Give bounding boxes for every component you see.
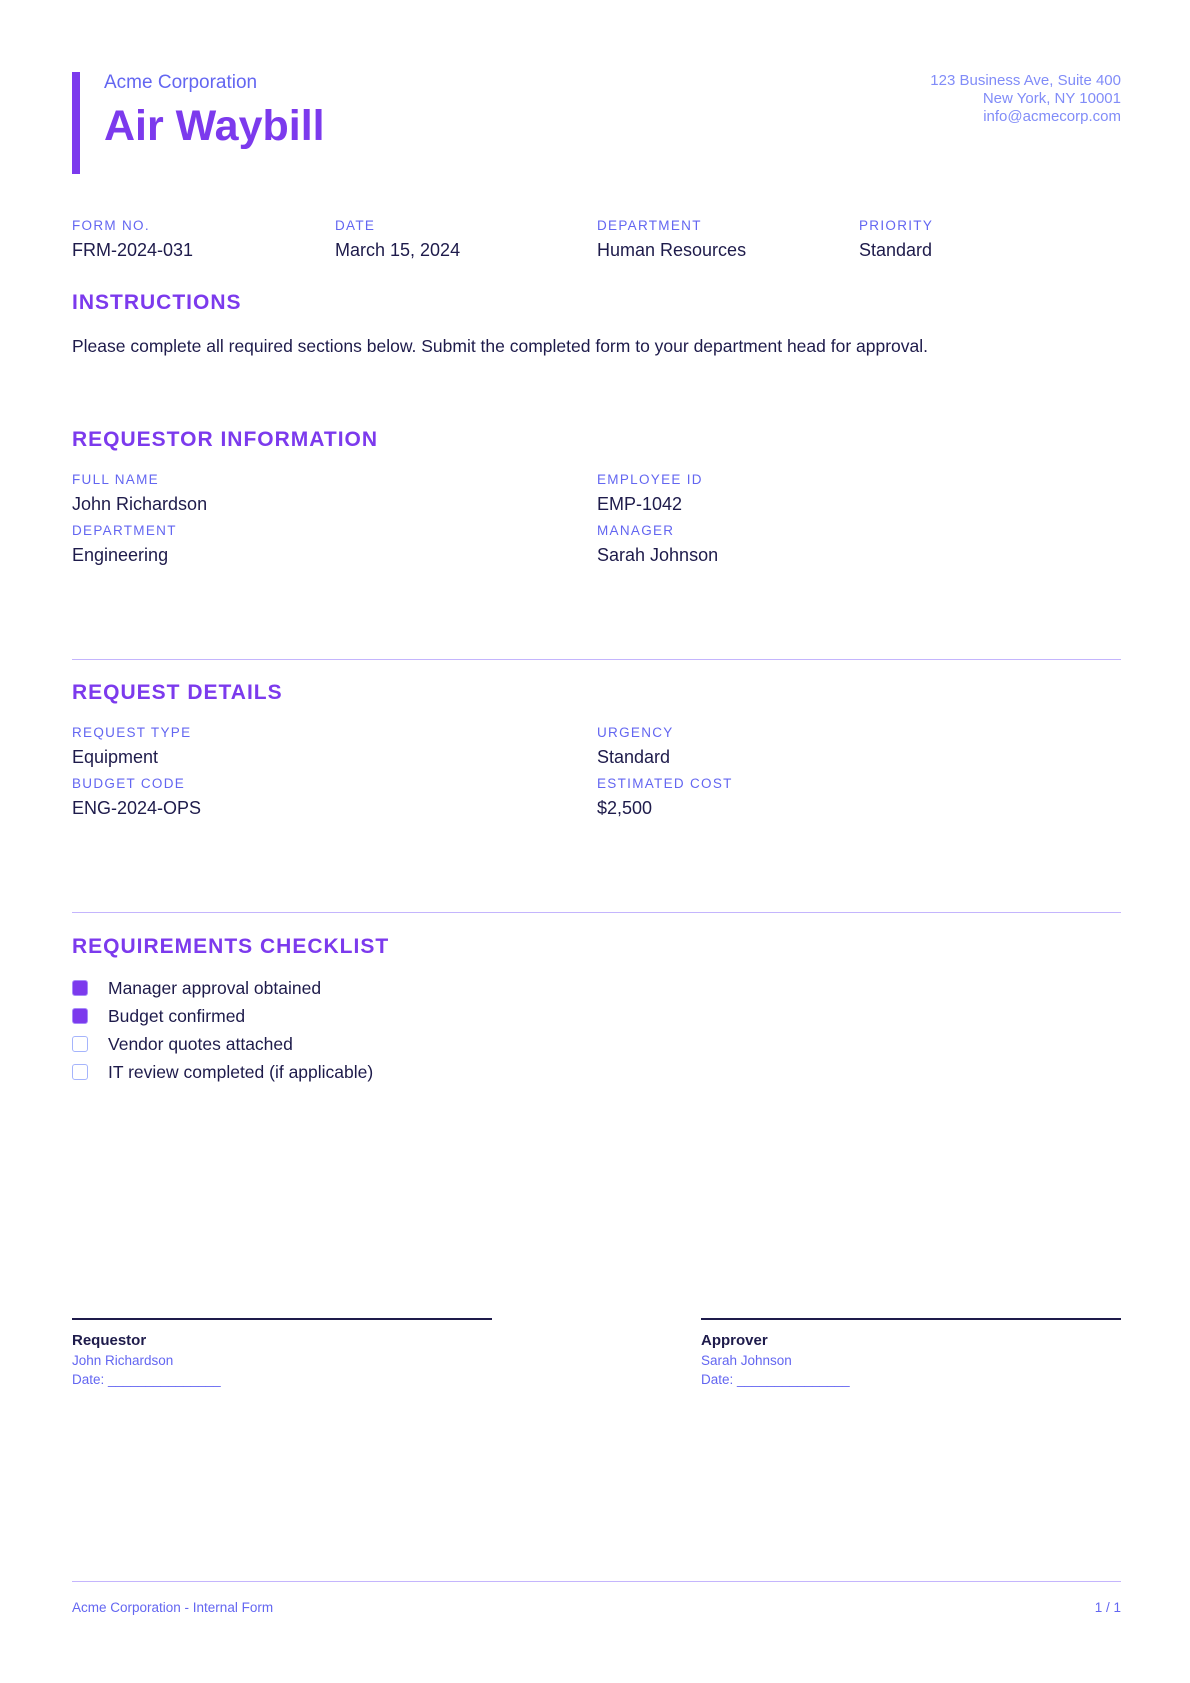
company-address bbox=[930, 72, 1121, 126]
document-title: Air Waybill bbox=[104, 102, 325, 150]
field-request-type bbox=[72, 725, 191, 768]
meta-label: DATE bbox=[335, 218, 376, 233]
checkbox[interactable] bbox=[72, 1036, 88, 1052]
checkbox[interactable] bbox=[72, 1064, 88, 1080]
field-value: John Richardson bbox=[72, 494, 208, 514]
checklist-item-label: IT review completed (if applicable) bbox=[108, 1062, 374, 1082]
meta-value: Human Resources bbox=[597, 240, 747, 260]
request-section-title: REQUEST DETAILS bbox=[72, 681, 283, 704]
form-meta-row bbox=[72, 218, 1121, 262]
meta-value: March 15, 2024 bbox=[335, 240, 461, 260]
meta-label: FORM NO. bbox=[72, 218, 150, 233]
field-value: $2,500 bbox=[597, 798, 653, 818]
checklist-item-label: Manager approval obtained bbox=[108, 978, 322, 998]
meta-department bbox=[597, 218, 746, 261]
field-employee-id bbox=[597, 472, 703, 515]
signature-date: Date: _______________ bbox=[701, 1372, 850, 1387]
field-label: REQUEST TYPE bbox=[72, 725, 192, 740]
signature-line[interactable] bbox=[72, 1318, 492, 1320]
field-value: Engineering bbox=[72, 545, 169, 565]
field-label: DEPARTMENT bbox=[72, 523, 177, 538]
signature-name: John Richardson bbox=[72, 1353, 174, 1368]
section-divider bbox=[72, 912, 1121, 913]
meta-value: FRM-2024-031 bbox=[72, 240, 194, 260]
field-estimated-cost bbox=[597, 776, 733, 819]
field-label: ESTIMATED COST bbox=[597, 776, 733, 791]
field-full-name bbox=[72, 472, 207, 515]
meta-priority bbox=[859, 218, 933, 261]
company-name: Acme Corporation bbox=[104, 72, 258, 93]
field-label: BUDGET CODE bbox=[72, 776, 186, 791]
field-budget-code bbox=[72, 776, 201, 819]
field-label: MANAGER bbox=[597, 523, 675, 538]
field-urgency bbox=[597, 725, 674, 768]
form-page bbox=[72, 0, 1121, 1683]
requestor-signature-block bbox=[72, 1318, 492, 1387]
requestor-section-title: REQUESTOR INFORMATION bbox=[72, 428, 379, 451]
approver-signature-block bbox=[701, 1318, 1121, 1387]
field-value: Equipment bbox=[72, 747, 159, 767]
checkbox[interactable] bbox=[72, 980, 88, 996]
address-line: 123 Business Ave, Suite 400 bbox=[930, 72, 1121, 89]
checklist-item-label: Vendor quotes attached bbox=[108, 1034, 293, 1054]
instructions-text: Please complete all required sections below. Submit the completed form to your department head for approval. bbox=[72, 336, 929, 356]
field-manager bbox=[597, 523, 718, 566]
form-header bbox=[72, 72, 1121, 174]
signature-line[interactable] bbox=[701, 1318, 1121, 1320]
field-label: URGENCY bbox=[597, 725, 674, 740]
meta-date bbox=[335, 218, 460, 261]
footer-text: Acme Corporation - Internal Form bbox=[72, 1600, 274, 1615]
signature-role: Approver bbox=[701, 1332, 768, 1349]
signature-role: Requestor bbox=[72, 1332, 147, 1349]
meta-value: Standard bbox=[859, 240, 933, 260]
instructions-title: INSTRUCTIONS bbox=[72, 291, 242, 314]
header-accent-bar bbox=[72, 72, 80, 174]
address-line: New York, NY 10001 bbox=[982, 90, 1121, 107]
field-value: Standard bbox=[597, 747, 671, 767]
section-divider bbox=[72, 659, 1121, 660]
field-department bbox=[72, 523, 177, 566]
checkbox[interactable] bbox=[72, 1008, 88, 1024]
page-number: 1 / 1 bbox=[1094, 1600, 1121, 1615]
field-value: Sarah Johnson bbox=[597, 545, 719, 565]
footer-divider bbox=[72, 1581, 1121, 1582]
checklist-item-label: Budget confirmed bbox=[108, 1006, 246, 1026]
field-value: EMP-1042 bbox=[597, 494, 683, 514]
field-value: ENG-2024-OPS bbox=[72, 798, 202, 818]
meta-label: DEPARTMENT bbox=[597, 218, 702, 233]
meta-label: PRIORITY bbox=[859, 218, 934, 233]
signature-date: Date: _______________ bbox=[72, 1372, 221, 1387]
field-label: FULL NAME bbox=[72, 472, 159, 487]
company-email: info@acmecorp.com bbox=[983, 108, 1121, 125]
checklist-section-title: REQUIREMENTS CHECKLIST bbox=[72, 935, 390, 958]
field-label: EMPLOYEE ID bbox=[597, 472, 703, 487]
signature-name: Sarah Johnson bbox=[701, 1353, 792, 1368]
meta-form-no bbox=[72, 218, 193, 261]
